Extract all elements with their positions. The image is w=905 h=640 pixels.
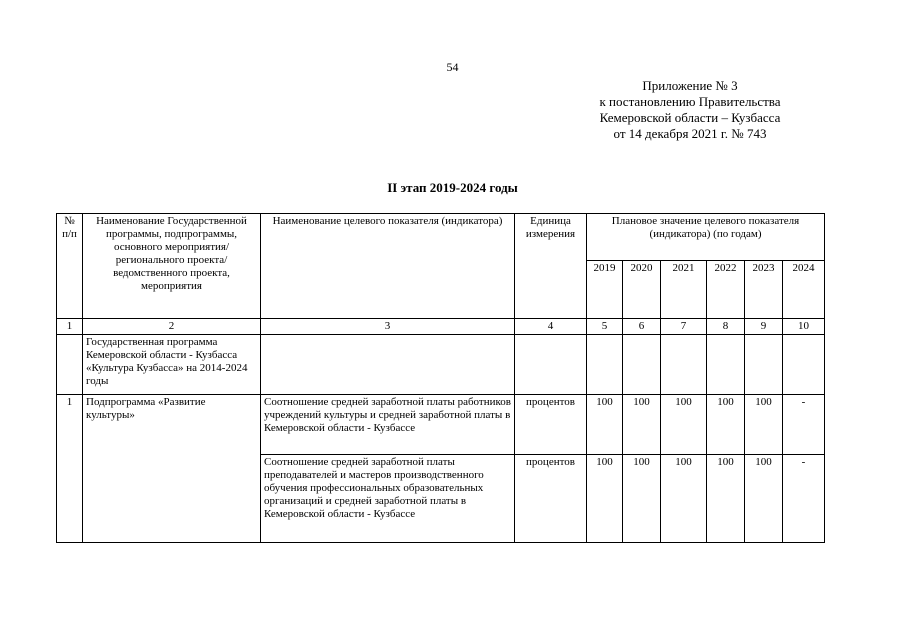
col-number: 8 (707, 319, 745, 335)
appendix-header (590, 78, 790, 142)
header-unit: Единица измерения (515, 214, 587, 319)
col-number: 6 (623, 319, 661, 335)
value-cell: 100 (587, 395, 623, 455)
value-cell: 100 (745, 395, 783, 455)
appendix-line-3: Кемеровской области – Кузбасса (599, 110, 781, 125)
col-number: 2 (83, 319, 261, 335)
header-planned: Плановое значение целевого показателя (индикатора) (по годам) (587, 214, 825, 261)
col-number: 3 (261, 319, 515, 335)
value-cell: - (783, 455, 825, 543)
state-program-name: Государственная программа Кемеровской области - Кузбасса «Культура Кузбасса» на 2014-2024 годы (83, 335, 261, 395)
indicator-name: Соотношение средней заработной платы работников учреждений культуры и средней заработной платы в Кемеровской области - Кузбассе (261, 395, 515, 455)
col-number: 4 (515, 319, 587, 335)
page-number: 54 (446, 60, 459, 74)
appendix-line-1: Приложение № 3 (642, 78, 738, 93)
value-cell: 100 (623, 455, 661, 543)
table-row (57, 395, 825, 455)
value-cell: - (783, 395, 825, 455)
value-cell: 100 (623, 395, 661, 455)
header-year: 2023 (745, 261, 783, 319)
subprogram-num: 1 (57, 395, 83, 543)
value-cell: 100 (661, 395, 707, 455)
header-year: 2019 (587, 261, 623, 319)
indicator-name: Соотношение средней заработной платы преподавателей и мастеров производственного обучения профессиональных образовательных организаций и средней заработной платы в Кемеровской области - Кузбассе (261, 455, 515, 543)
appendix-line-2: к постановлению Правительства (599, 94, 781, 109)
header-program: Наименование Государственной программы, подпрограммы, основного мероприятия/ регионального проекта/ведомственного проекта, мероприятия (83, 214, 261, 319)
appendix-line-4: от 14 декабря 2021 г. № 743 (613, 126, 767, 141)
indicators-table (56, 213, 825, 543)
table-row-state-program (57, 335, 825, 395)
unit-cell: процентов (515, 455, 587, 543)
header-year: 2020 (623, 261, 661, 319)
value-cell: 100 (661, 455, 707, 543)
col-number: 1 (57, 319, 83, 335)
col-number: 7 (661, 319, 707, 335)
header-year: 2022 (707, 261, 745, 319)
header-year: 2024 (783, 261, 825, 319)
value-cell: 100 (707, 395, 745, 455)
value-cell: 100 (707, 455, 745, 543)
unit-cell: процентов (515, 395, 587, 455)
subprogram-name: Подпрограмма «Развитие культуры» (83, 395, 261, 543)
header-year: 2021 (661, 261, 707, 319)
col-number: 9 (745, 319, 783, 335)
header-row-1 (57, 214, 825, 261)
header-indicator: Наименование целевого показателя (индикатора) (261, 214, 515, 319)
col-number: 10 (783, 319, 825, 335)
document-title: II этап 2019-2024 годы (387, 180, 518, 195)
header-num: № п/п (57, 214, 83, 319)
column-numbers-row (57, 319, 825, 335)
value-cell: 100 (587, 455, 623, 543)
col-number: 5 (587, 319, 623, 335)
value-cell: 100 (745, 455, 783, 543)
